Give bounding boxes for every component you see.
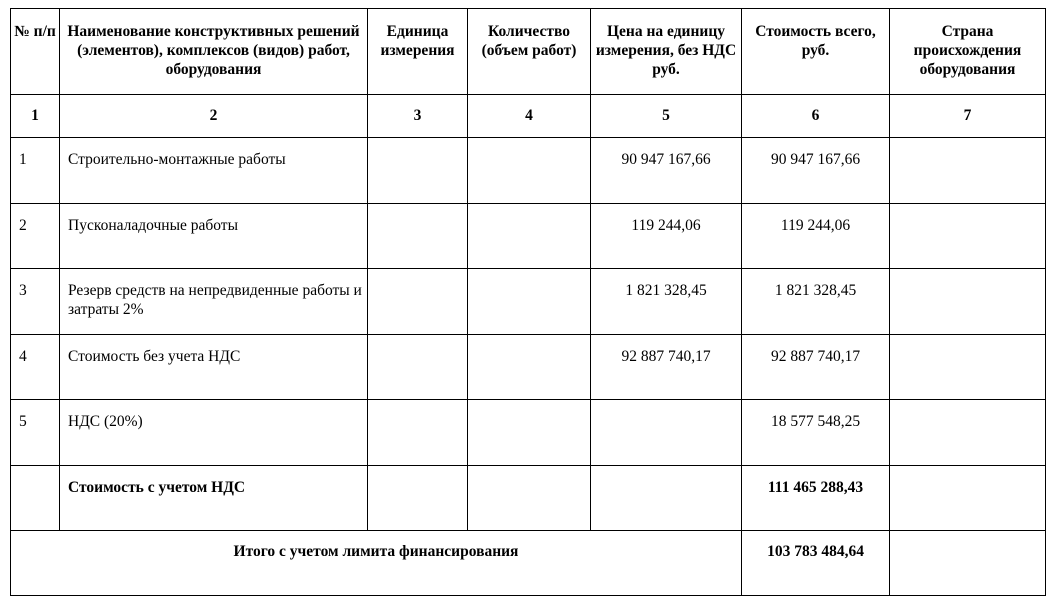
row-price (591, 400, 742, 466)
row-name: Стоимость с учетом НДС (60, 465, 368, 531)
row-total: 90 947 167,66 (742, 138, 890, 204)
final-total-label: Итого с учетом лимита финансирования (11, 531, 742, 596)
header-name: Наименование конструктивных решений (элементов), комплексов (видов) работ, оборудования (60, 9, 368, 95)
row-total: 92 887 740,17 (742, 334, 890, 400)
row-num: 2 (11, 203, 60, 269)
row-name: Стоимость без учета НДС (60, 334, 368, 400)
column-number: 5 (591, 95, 742, 138)
row-total: 111 465 288,43 (742, 465, 890, 531)
row-unit (368, 334, 468, 400)
column-number: 7 (890, 95, 1046, 138)
row-price: 90 947 167,66 (591, 138, 742, 204)
row-num: 3 (11, 269, 60, 335)
row-num: 5 (11, 400, 60, 466)
cost-table (10, 8, 1046, 596)
column-number-row (11, 95, 1046, 138)
row-country (890, 203, 1046, 269)
row-price: 1 821 328,45 (591, 269, 742, 335)
row-name: Строительно-монтажные работы (60, 138, 368, 204)
column-number: 2 (60, 95, 368, 138)
header-country: Страна происхождения оборудования (890, 9, 1046, 95)
row-unit (368, 400, 468, 466)
column-number: 3 (368, 95, 468, 138)
table-row (11, 269, 1046, 335)
row-quantity (468, 400, 591, 466)
row-country (890, 334, 1046, 400)
row-unit (368, 269, 468, 335)
row-country (890, 465, 1046, 531)
row-quantity (468, 138, 591, 204)
row-price: 92 887 740,17 (591, 334, 742, 400)
row-country (890, 269, 1046, 335)
table-row (11, 203, 1046, 269)
table-row (11, 138, 1046, 204)
row-num (11, 465, 60, 531)
row-country (890, 400, 1046, 466)
row-quantity (468, 269, 591, 335)
row-price: 119 244,06 (591, 203, 742, 269)
row-quantity (468, 334, 591, 400)
row-country (890, 138, 1046, 204)
row-unit (368, 138, 468, 204)
row-price (591, 465, 742, 531)
header-quantity: Количество (объем работ) (468, 9, 591, 95)
row-quantity (468, 465, 591, 531)
row-name: НДС (20%) (60, 400, 368, 466)
column-number: 4 (468, 95, 591, 138)
table-row (11, 334, 1046, 400)
row-unit (368, 465, 468, 531)
row-total: 119 244,06 (742, 203, 890, 269)
row-total: 1 821 328,45 (742, 269, 890, 335)
header-unit-price: Цена на единицу измерения, без НДС руб. (591, 9, 742, 95)
header-unit: Единица измерения (368, 9, 468, 95)
row-unit (368, 203, 468, 269)
row-name: Резерв средств на непредвиденные работы и затраты 2% (60, 269, 368, 335)
row-num: 4 (11, 334, 60, 400)
final-total-value: 103 783 484,64 (742, 531, 890, 596)
table-row (11, 400, 1046, 466)
row-total: 18 577 548,25 (742, 400, 890, 466)
row-num: 1 (11, 138, 60, 204)
header-total-cost: Стоимость всего, руб. (742, 9, 890, 95)
column-number: 6 (742, 95, 890, 138)
header-row (11, 9, 1046, 95)
row-name: Пусконаладочные работы (60, 203, 368, 269)
header-num: № п/п (11, 9, 60, 95)
final-total-row (11, 531, 1046, 596)
column-number: 1 (11, 95, 60, 138)
table-row-vat-total (11, 465, 1046, 531)
final-total-country (890, 531, 1046, 596)
row-quantity (468, 203, 591, 269)
